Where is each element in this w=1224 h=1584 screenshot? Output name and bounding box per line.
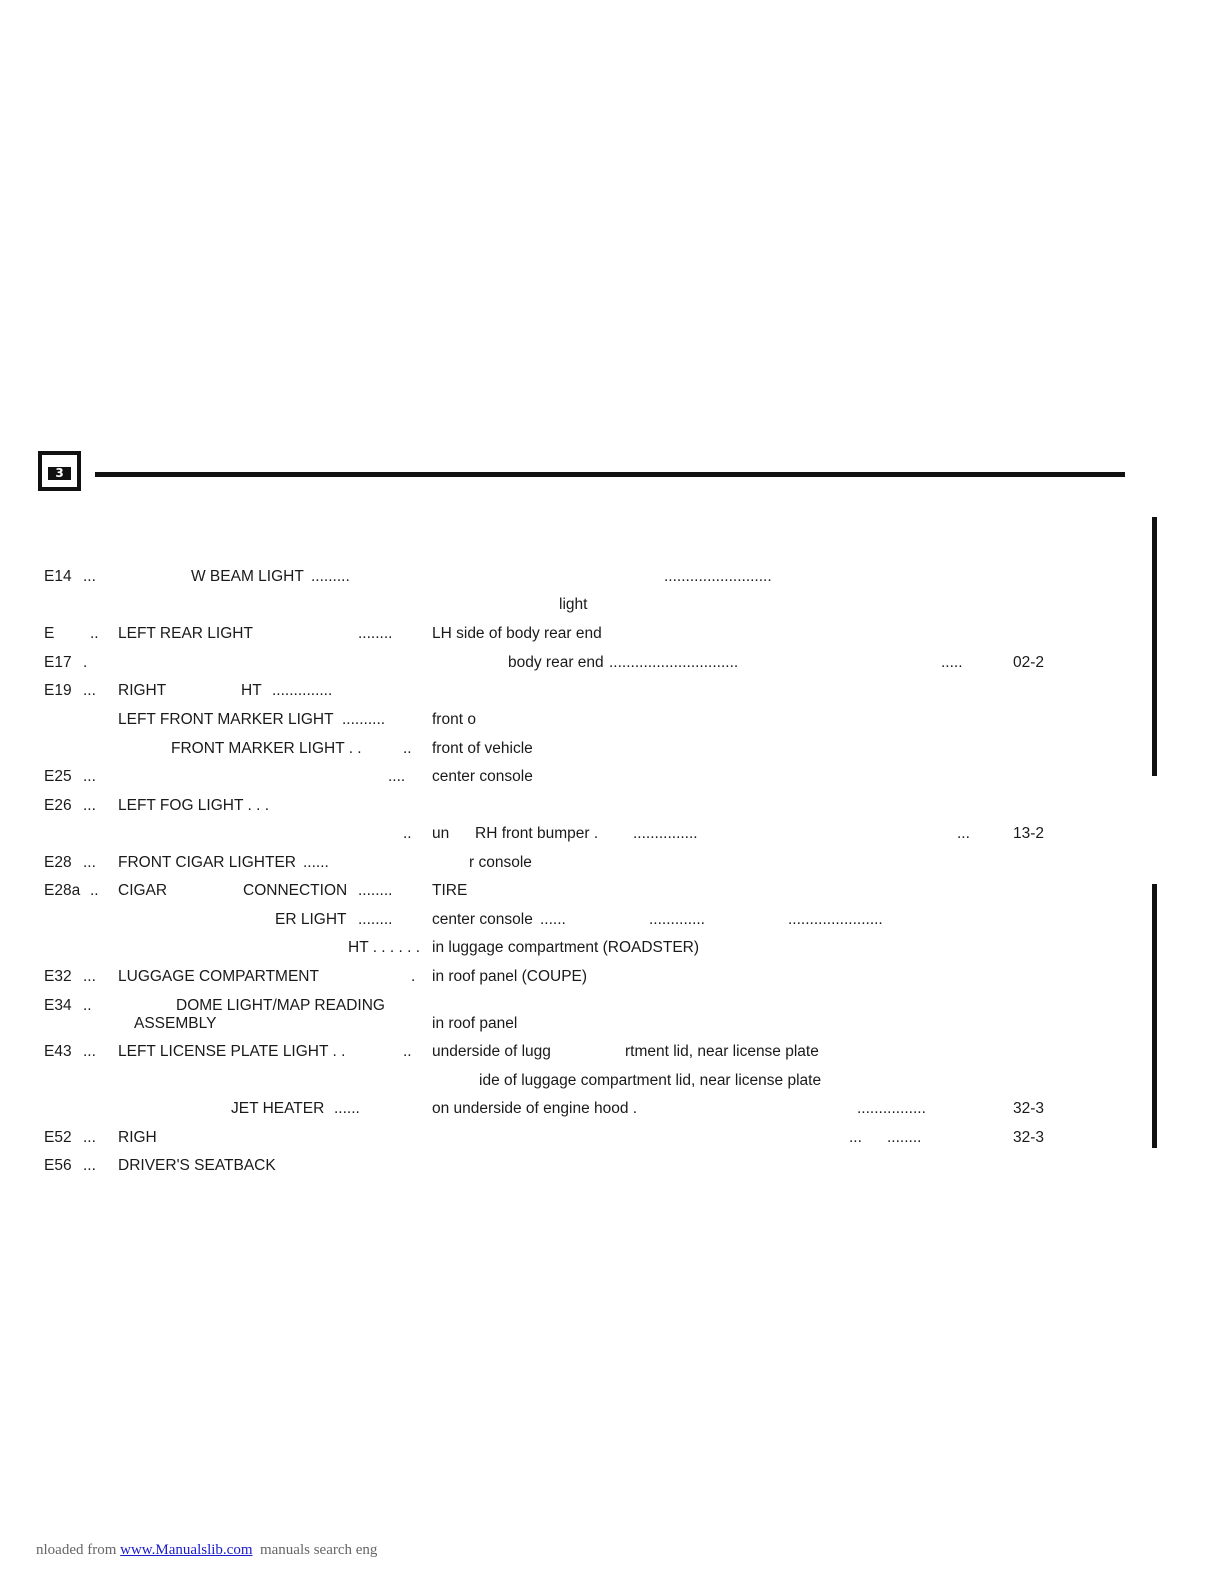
component-location: front o [432, 711, 476, 728]
table-row [0, 568, 1224, 596]
component-code: E19 [44, 682, 72, 699]
component-location: ide of luggage compartment lid, near license plate [479, 1072, 822, 1089]
component-name: ER LIGHT [275, 911, 347, 928]
leader-dots: .......... [342, 711, 386, 728]
component-name: RIGHT [118, 682, 167, 699]
table-row [0, 625, 1224, 653]
component-name: HT . . . . . . [348, 939, 421, 956]
leader-dots: .. [90, 625, 99, 642]
table-row [0, 939, 1224, 967]
leader-dots: ... [83, 854, 96, 871]
leader-dots: ......................... [664, 568, 772, 585]
leader-dots: ..... [941, 654, 963, 671]
leader-dots: ... [83, 768, 96, 785]
component-name: JET HEATER [231, 1100, 325, 1117]
component-location: un [432, 825, 450, 842]
table-row [0, 1072, 1224, 1100]
table-row-continuation [0, 1015, 1224, 1043]
component-name: FRONT CIGAR LIGHTER [118, 854, 296, 871]
leader-dots: ...................... [788, 911, 883, 928]
table-row [0, 682, 1224, 710]
page-reference: 02-2 [1013, 654, 1045, 671]
component-name: DOME LIGHT/MAP READING [176, 997, 385, 1014]
component-code: E25 [44, 768, 72, 785]
component-name: LUGGAGE COMPARTMENT [118, 968, 319, 985]
component-location: r console [469, 854, 532, 871]
component-code: E28 [44, 854, 72, 871]
component-name: DRIVER'S SEATBACK [118, 1157, 276, 1174]
leader-dots: ........ [887, 1129, 922, 1146]
leader-dots: ... [83, 968, 96, 985]
component-code: E [44, 625, 55, 642]
leader-dots: ................ [857, 1100, 926, 1117]
page-reference: 32-3 [1013, 1100, 1045, 1117]
footer-prefix: nloaded from [36, 1542, 121, 1558]
component-code: E32 [44, 968, 72, 985]
leader-dots: ...... [540, 911, 566, 928]
table-row [0, 768, 1224, 796]
leader-dots: ......... [311, 568, 350, 585]
component-code: E28a [44, 882, 81, 899]
leader-dots: ... [83, 1043, 96, 1060]
leader-dots: ............. [649, 911, 705, 928]
table-row [0, 1100, 1224, 1128]
component-location: RH front bumper . [475, 825, 599, 842]
footer-suffix: manuals search eng [252, 1542, 378, 1558]
header-rule [95, 472, 1125, 477]
table-row [0, 882, 1224, 910]
leader-dots: ... [83, 797, 96, 814]
leader-dots: ... [83, 1129, 96, 1146]
manualslib-link[interactable]: www.Manualslib.com [120, 1542, 253, 1558]
leader-dots: ... [957, 825, 970, 842]
table-row [0, 596, 1224, 624]
leader-dots: ............... [633, 825, 698, 842]
component-location: LH side of body rear end [432, 625, 602, 642]
leader-dots: .. [403, 1043, 412, 1060]
leader-dots: .............................. [609, 654, 739, 671]
table-row [0, 740, 1224, 768]
component-code: E17 [44, 654, 72, 671]
component-name: FRONT MARKER LIGHT . . [171, 740, 362, 757]
leader-dots: . [411, 968, 416, 985]
leader-dots: .... [388, 768, 406, 785]
component-code: E43 [44, 1043, 72, 1060]
leader-dots: .. [90, 882, 99, 899]
footer-watermark [36, 1542, 377, 1559]
table-row [0, 1043, 1224, 1071]
leader-dots: .. [403, 740, 412, 757]
component-location: in roof panel [432, 1015, 518, 1032]
table-row [0, 711, 1224, 739]
leader-dots: ........ [358, 882, 393, 899]
component-name: ASSEMBLY [134, 1015, 217, 1032]
component-code: E56 [44, 1157, 72, 1174]
component-location: front of vehicle [432, 740, 533, 757]
component-location: rtment lid, near license plate [625, 1043, 819, 1060]
table-row [0, 825, 1224, 853]
component-location: in roof panel (COUPE) [432, 968, 588, 985]
component-code: E14 [44, 568, 72, 585]
table-row [0, 797, 1224, 825]
component-code: E26 [44, 797, 72, 814]
leader-dots: ...... [303, 854, 329, 871]
component-code: E52 [44, 1129, 72, 1146]
leader-dots: ... [83, 682, 96, 699]
component-location: TIRE [432, 882, 468, 899]
component-name: W BEAM LIGHT [191, 568, 304, 585]
component-name: LEFT REAR LIGHT [118, 625, 253, 642]
table-row [0, 654, 1224, 682]
leader-dots: .. [83, 997, 92, 1014]
leader-dots: . [83, 654, 88, 671]
leader-dots: ........ [358, 625, 393, 642]
component-location: center console [432, 768, 533, 785]
component-location: in luggage compartment (ROADSTER) [432, 939, 700, 956]
component-name: LEFT LICENSE PLATE LIGHT . . [118, 1043, 346, 1060]
leader-dots: ...... [334, 1100, 360, 1117]
component-name: CONNECTION [243, 882, 348, 899]
component-name: LEFT FOG LIGHT . . . [118, 797, 270, 814]
section-tab-number: 3 [48, 467, 71, 480]
component-name: CIGAR [118, 882, 168, 899]
component-code: E34 [44, 997, 72, 1014]
page-reference: 32-3 [1013, 1129, 1045, 1146]
table-row [0, 1129, 1224, 1157]
leader-dots: ... [849, 1129, 862, 1146]
table-row [0, 1157, 1224, 1185]
table-row [0, 854, 1224, 882]
leader-dots: ... [83, 1157, 96, 1174]
component-name: LEFT FRONT MARKER LIGHT [118, 711, 334, 728]
table-row [0, 968, 1224, 996]
leader-dots: .. [403, 825, 412, 842]
page-reference: 13-2 [1013, 825, 1045, 842]
leader-dots: ........ [358, 911, 393, 928]
section-tab-box [38, 451, 81, 491]
component-name: RIGH [118, 1129, 157, 1146]
component-location: light [559, 596, 588, 613]
table-row [0, 911, 1224, 939]
component-location: on underside of engine hood . [432, 1100, 638, 1117]
component-name: HT [241, 682, 262, 699]
component-location: underside of lugg [432, 1043, 551, 1060]
component-location: center console [432, 911, 533, 928]
leader-dots: ... [83, 568, 96, 585]
component-location: body rear end [508, 654, 604, 671]
leader-dots: .............. [272, 682, 333, 699]
